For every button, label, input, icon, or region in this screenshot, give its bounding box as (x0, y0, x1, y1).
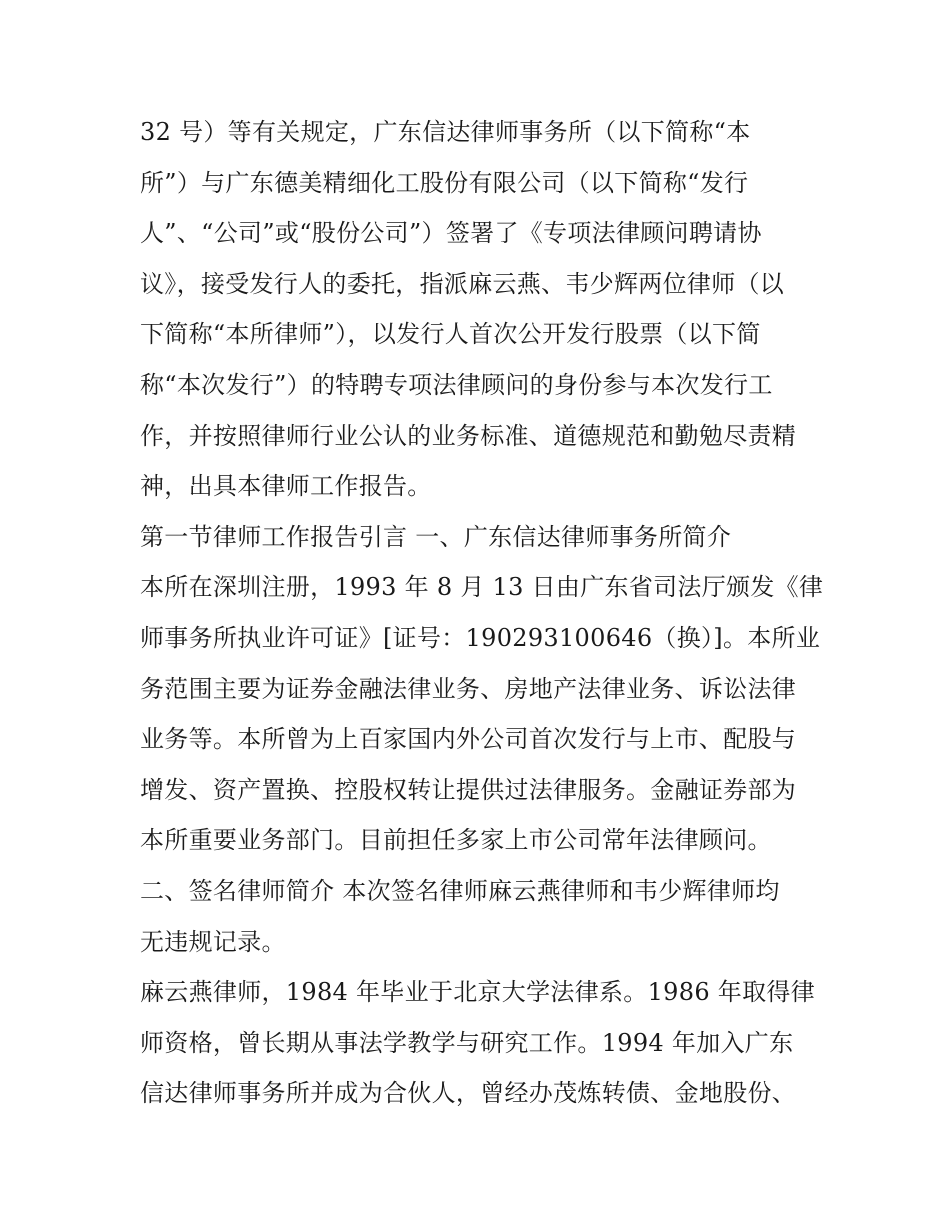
text-line-7: 作，并按照律师行业公认的业务标准、道德规范和勤勉尽责精 (140, 421, 797, 450)
text-line-18: 麻云燕律师，1984 年毕业于北京大学法律系。1986 年取得律 (140, 978, 816, 1007)
text-line-11: 师事务所执业许可证》[证号：190293100646（换）]。本所业 (140, 623, 821, 652)
section-heading-line: 第一节律师工作报告引言 一、广东信达律师事务所简介 (140, 522, 732, 551)
text-line-20: 信达律师事务所并成为合伙人，曾经办茂炼转债、金地股份、 (140, 1079, 797, 1108)
text-line-19: 师资格，曾长期从事法学教学与研究工作。1994 年加入广东 (140, 1028, 794, 1057)
subsection-heading-line: 二、签名律师简介 本次签名律师麻云燕律师和韦少辉律师均 (140, 876, 780, 905)
text-line-5: 下简称“本所律师”），以发行人首次公开发行股票（以下简 (140, 320, 761, 349)
text-line-10: 本所在深圳注册，1993 年 8 月 13 日由广东省司法厅颁发《律 (140, 573, 824, 602)
text-line-2: 所”）与广东德美精细化工股份有限公司（以下简称“发行 (140, 168, 749, 197)
text-line-12: 务范围主要为证券金融法律业务、房地产法律业务、诉讼法律 (140, 674, 797, 703)
text-line-13: 业务等。本所曾为上百家国内外公司首次发行与上市、配股与 (140, 725, 797, 754)
text-line-17: 无违规记录。 (140, 927, 286, 956)
document-body (140, 107, 830, 1119)
text-line-3: 人”、“公司”或“股份公司”）签署了《专项法律顾问聘请协 (140, 219, 762, 248)
text-line-4: 议》，接受发行人的委托，指派麻云燕、韦少辉两位律师（以 (140, 269, 785, 298)
text-line-14: 增发、资产置换、控股权转让提供过法律服务。金融证券部为 (140, 775, 797, 804)
text-line-8: 神，出具本律师工作报告。 (140, 472, 432, 501)
text-line-6: 称“本次发行”）的特聘专项法律顾问的身份参与本次发行工 (140, 370, 773, 399)
text-line-15: 本所重要业务部门。目前担任多家上市公司常年法律顾问。 (140, 826, 772, 855)
text-line-1: 32 号）等有关规定，广东信达律师事务所（以下简称“本 (140, 118, 751, 146)
